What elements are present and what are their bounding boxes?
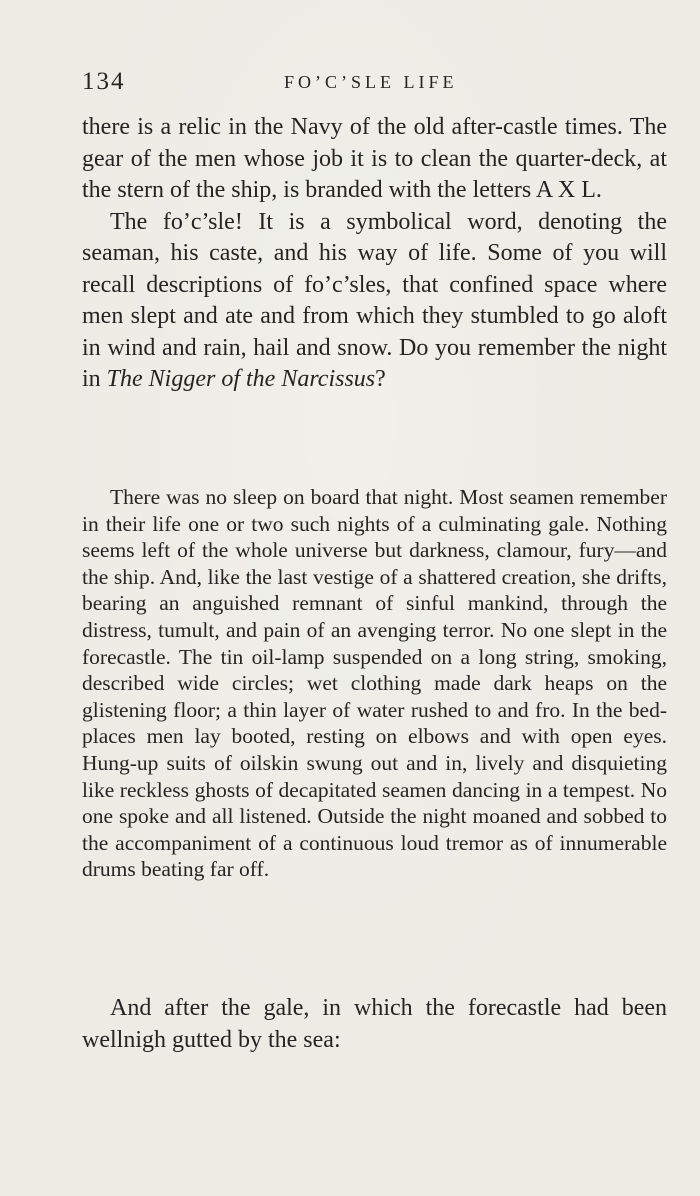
closing-text-block — [82, 993, 667, 1056]
running-title: FO’C’SLE LIFE — [284, 72, 458, 92]
paragraph-after-gale: And after the gale, in which the forecastle had been wellnigh gutted by the sea: — [82, 995, 667, 1053]
running-head — [82, 68, 668, 98]
main-text-block — [82, 112, 667, 396]
paragraph-relic: there is a relic in the Navy of the old after-castle times. The gear of the men whose job it is to clean the quarter-deck, at the stern of the ship, is branded with the letters A X L. — [82, 114, 667, 203]
paragraph-focsle-end: ? — [375, 366, 386, 392]
page-number: 134 — [82, 68, 126, 95]
paragraph-focsle — [82, 207, 667, 396]
quoted-passage — [82, 484, 667, 883]
paragraph-focsle-text: The fo’c’sle! It is a symbolical word, denoting the seaman, his caste, and his way of life. Some of you will recall descriptions of fo’c’sles, that confined space where men slept and ate and from which they stumbled to go aloft in wind and rain, hail and snow. Do you remember the night in — [82, 208, 667, 392]
book-title: The Nigger of the Narcissus — [106, 366, 376, 392]
quote-paragraph: There was no sleep on board that night. Most seamen remember in their life one or two such nights of a culminating gale. Nothing seems left of the whole universe but darkness, clamour, fury—and the ship. And, like the last vestige of a shattered creation, she drifts, bearing an anguished remnant of sinful mankind, through the distress, tumult, and pain of an avenging terror. No one slept in the forecastle. The tin oil-lamp suspended on a long string, smoking, described wide circles; wet clothing made dark heaps on the glistening floor; a thin layer of water rushed to and fro. In the bed-places men lay booted, resting on elbows and with open eyes. Hung-up suits of oilskin swung out and in, lively and disquieting like reckless ghosts of decapitated seamen dancing in a tempest. No one spoke and all listened. Outside the night moaned and sobbed to the accompaniment of a continuous loud tremor as of innumerable drums beating far off. — [82, 485, 667, 882]
